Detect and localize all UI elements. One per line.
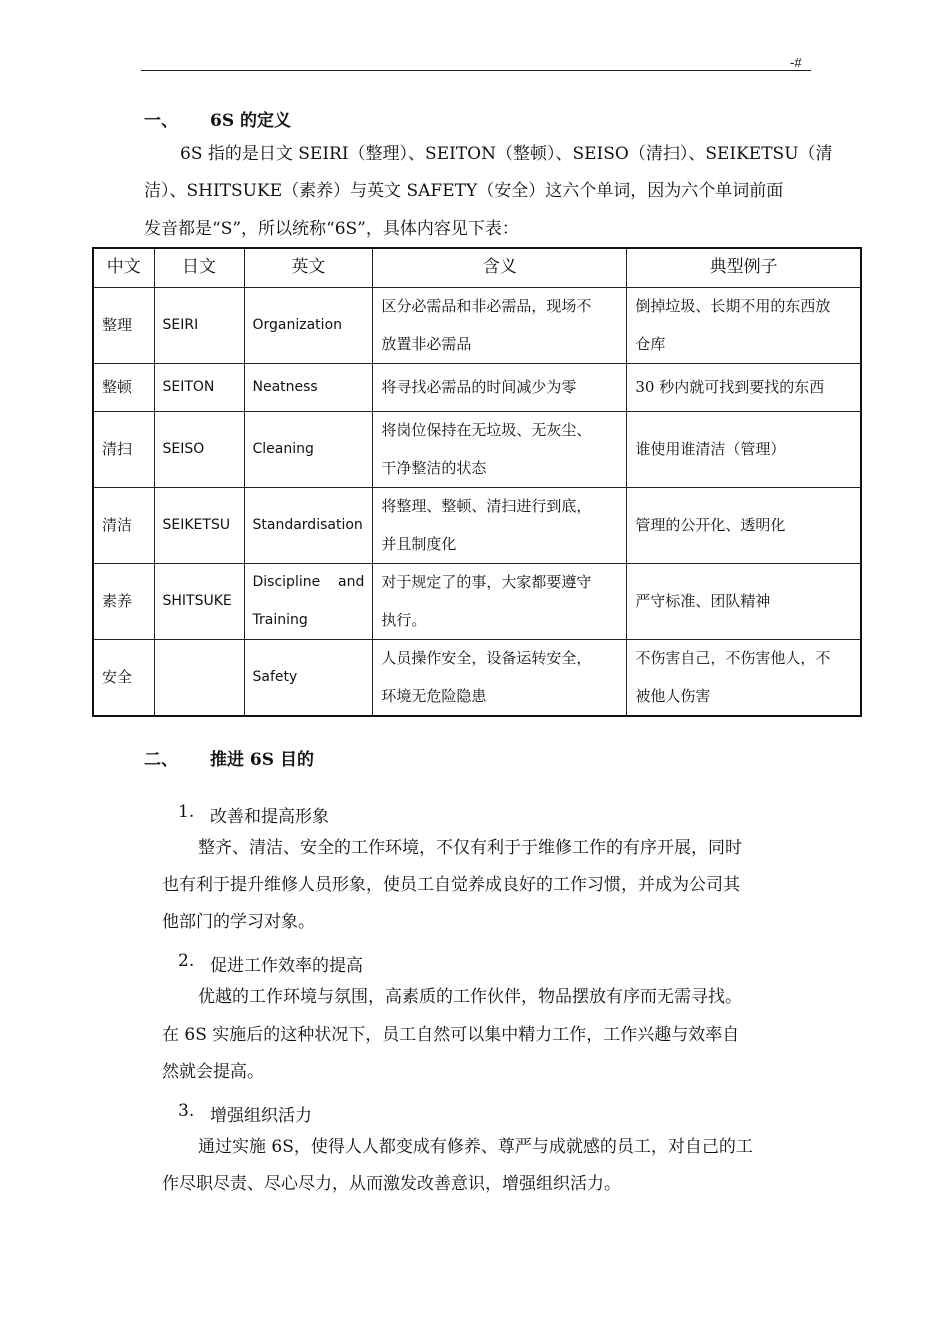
- jp-cell: SEITON: [154, 364, 244, 412]
- list-item-heading: [178, 951, 363, 976]
- header-rule: [141, 70, 811, 71]
- list-item-heading: [178, 802, 329, 827]
- paragraph-line: 也有利于提升维修人员形象，使员工自觉养成良好的工作习惯，并成为公司其: [162, 875, 740, 895]
- table-row: [93, 488, 861, 564]
- 6s-definition-table: [92, 247, 862, 717]
- paragraph-line: 通过实施 6S，使得人人都变成有修养、尊严与成就感的员工，对自己的工: [198, 1137, 753, 1157]
- section-1-number: 一、: [144, 111, 178, 131]
- jp-cell: SHITSUKE: [154, 564, 244, 640]
- table-header-cell: 英文: [244, 248, 373, 288]
- en-cell: Organization: [244, 288, 373, 364]
- jp-cell: SEISO: [154, 412, 244, 488]
- list-number: 3.: [178, 1101, 195, 1121]
- en-cell: Standardisation: [244, 488, 373, 564]
- list-title: 增强组织活力: [210, 1106, 312, 1126]
- en-cell: Neatness: [244, 364, 373, 412]
- list-title: 改善和提高形象: [210, 807, 329, 827]
- table-header-row: [93, 248, 861, 288]
- intro-line: 发音都是“S”，所以统称“6S”，具体内容见下表：: [144, 219, 519, 239]
- table-row: [93, 640, 861, 717]
- list-number: 2.: [178, 951, 195, 971]
- page-number: -#: [790, 55, 802, 70]
- section-1-title: 6S 的定义: [210, 111, 292, 131]
- table-row: [93, 412, 861, 488]
- jp-cell: SEIKETSU: [154, 488, 244, 564]
- paragraph-line: 然就会提高。: [162, 1062, 264, 1082]
- en-cell: Cleaning: [244, 412, 373, 488]
- meaning-cell: 将寻找必需品的时间减少为零: [373, 364, 627, 412]
- table-header-cell: 含义: [373, 248, 627, 288]
- list-number: 1.: [178, 802, 195, 822]
- jp-cell: SEIRI: [154, 288, 244, 364]
- cn-cell: 清扫: [93, 412, 154, 488]
- cn-cell: 清洁: [93, 488, 154, 564]
- intro-line: 6S 指的是日文 SEIRI（整理）、SEITON（整顿）、SEISO（清扫）、SEIKETSU（清: [180, 144, 833, 164]
- en-cell: Discipline and Training: [244, 564, 373, 640]
- meaning-cell: 将整理、整顿、清扫进行到底， 并且制度化: [373, 488, 627, 564]
- cn-cell: 素养: [93, 564, 154, 640]
- example-cell: 倒掉垃圾、长期不用的东西放 仓库: [627, 288, 861, 364]
- cn-cell: 安全: [93, 640, 154, 717]
- paragraph-line: 整齐、清洁、安全的工作环境，不仅有利于于维修工作的有序开展，同时: [198, 838, 742, 858]
- table-header-cell: 典型例子: [627, 248, 861, 288]
- section-2-heading: [144, 745, 314, 770]
- paragraph-line: 作尽职尽责、尽心尽力，从而激发改善意识，增强组织活力。: [162, 1174, 621, 1194]
- example-cell: 严守标准、团队精神: [627, 564, 861, 640]
- intro-line: 洁）、SHITSUKE（素养）与英文 SAFETY（安全）这六个单词，因为六个单词前面: [144, 181, 784, 201]
- paragraph-line: 他部门的学习对象。: [162, 912, 315, 932]
- meaning-cell: 将岗位保持在无垃圾、无灰尘、 干净整洁的状态: [373, 412, 627, 488]
- list-title: 促进工作效率的提高: [210, 956, 363, 976]
- example-cell: 30 秒内就可找到要找的东西: [627, 364, 861, 412]
- section-1-heading: [144, 106, 291, 131]
- table-row: [93, 364, 861, 412]
- cn-cell: 整顿: [93, 364, 154, 412]
- example-cell: 不伤害自己，不伤害他人，不 被他人伤害: [627, 640, 861, 717]
- example-cell: 管理的公开化、透明化: [627, 488, 861, 564]
- section-2-title: 推进 6S 目的: [210, 750, 314, 770]
- list-item-heading: [178, 1101, 312, 1126]
- table-row: [93, 288, 861, 364]
- meaning-cell: 人员操作安全，设备运转安全， 环境无危险隐患: [373, 640, 627, 717]
- table-header-cell: 中文: [93, 248, 154, 288]
- meaning-cell: 对于规定了的事，大家都要遵守 执行。: [373, 564, 627, 640]
- paragraph-line: 优越的工作环境与氛围，高素质的工作伙伴，物品摆放有序而无需寻找。: [198, 987, 742, 1007]
- example-cell: 谁使用谁清洁（管理）: [627, 412, 861, 488]
- cn-cell: 整理: [93, 288, 154, 364]
- jp-cell: [154, 640, 244, 717]
- meaning-cell: 区分必需品和非必需品，现场不 放置非必需品: [373, 288, 627, 364]
- table-header-cell: 日文: [154, 248, 244, 288]
- en-cell: Safety: [244, 640, 373, 717]
- table-row: [93, 564, 861, 640]
- section-2-number: 二、: [144, 750, 178, 770]
- paragraph-line: 在 6S 实施后的这种状况下，员工自然可以集中精力工作，工作兴趣与效率自: [162, 1025, 740, 1045]
